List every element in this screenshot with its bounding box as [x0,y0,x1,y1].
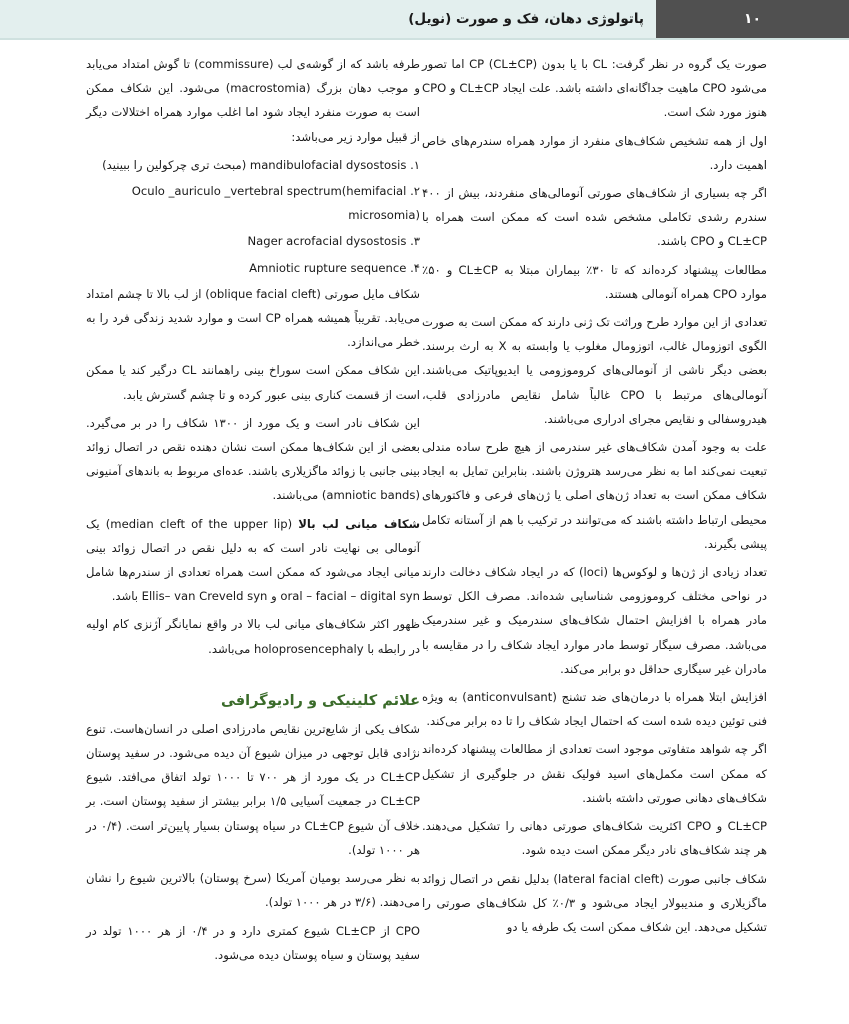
paragraph: شکاف مایل صورتی (oblique facial cleft) از لب بالا تا چشم امتداد می‌یابد. تقریباً همیشه همراه CP است و موارد شدید زندگی فرد را به خطر می‌اندازد. [86,286,420,350]
paragraph: افزایش ابتلا همراه با درمان‌های ضد تشنج (anticonvulsant) به ویژه فنی توئین دیده شده است که احتمال ایجاد شکاف را تا ده برابر می‌کند. [422,690,767,729]
paragraph: اگر چه شواهد متفاوتی موجود است تعدادی از مطالعات پیشنهاد کرده‌اند که ممکن است مکمل‌های اسید فولیک نقش در جلوگیری از تشکیل شکاف‌های دهانی صورتی داشته باشند. [422,742,767,805]
list-item: ۲. Oculo _auriculo _vertebral spectrum(hemifacial microsomia) [131,184,420,223]
list-item: ۳. Nager acrofacial dysostosis [247,234,420,249]
paragraph: شکاف یکی از شایع‌ترین نقایص مادرزادی اصلی در انسان‌هاست. تنوع نژادی قابل توجهی در میزان شیوع آن دیده می‌شود. در سفید پوستان CL±CP در یک مورد از هر ۷۰۰ تا ۱۰۰۰ تولد اتفاق می‌افتد. شیوع CL±CP در جمعیت آسیایی ۱/۵ برابر بیشتر از سفید پوستان است. بر خلاف آن شیوع CL±CP در سیاه پوستان بسیار پایین‌تر است. (۰/۴ در هر ۱۰۰۰ تولد). [86,721,421,857]
page-number: ۱۰ [743,11,761,27]
running-title: پاتولوژی دهان، فک و صورت (نویل) [408,11,644,27]
paragraph: تعداد زیادی از ژن‌ها و لوکوس‌ها (loci) که در ایجاد شکاف دخالت دارند در نواحی مختلف کروموزومی شناسایی شده‌اند. مصرف الکل توسط مادر همراه با افزایش احتمال شکاف‌های سندرمیک و غیر سندرمیک می‌باشد. مصرف سیگار توسط مادر موارد ایجاد شکاف را در مقایسه با مادران غیر سیگاری حداقل دو برابر می‌کند. [422,565,767,676]
paragraph: به نظر می‌رسد بومیان آمریکا (سرخ پوستان) بالاترین شیوع را نشان می‌دهند. (۳/۶ در هر ۱۰۰۰ تولد). [86,871,420,910]
section-heading: علائم کلینیکی و رادیوگرافی [221,692,420,709]
median-cleft-lead: شکاف میانی لب بالا [298,516,421,531]
paragraph: این شکاف نادر است و یک مورد از ۱۳۰۰ شکاف را در بر می‌گیرد. بعضی از این شکاف‌ها ممکن است نشان دهنده نقص در اتصال زوائد بینی جانبی با زوائد ماگزیلاری باشند. عده‌ای مربوط به باندهای آمنیونی (amniotic bands) می‌باشند. [86,415,420,503]
paragraph: تعدادی از این موارد طرح وراثت تک ژنی دارند که ممکن است به صورت الگوی اتوزومال غالب، اتوزومال مغلوب یا وابسته به X به ارث برسند. بعضی دیگر ناشی از آنومالی‌های کروموزومی یا ایدیوپاتیک می‌باشند. آنومالی‌های مرتبط با CPO غالباً شامل نقایص مادرزادی قلب، هیدروسفالی و نقایص مجرای ادراری می‌باشند. [422,315,767,426]
right-column [422,52,767,943]
section-body [86,717,420,967]
paragraph: شکاف جانبی صورت (lateral facial cleft) بدلیل نقص در اتصال زوائد ماگزیلاری و مندیبولار ایجاد می‌شود و ۰/۳٪ کل شکاف‌های صورتی را تشکیل می‌دهد. این شکاف ممکن است یک طرفه یا دو [422,871,768,934]
list-item: ۱. mandibulofacial dysostosis (مبحث تری چرکولین را ببینید) [102,157,420,172]
paragraph: این شکاف ممکن است سوراخ بینی راهمانند CL درگیر کند یا ممکن است از قسمت کناری بینی عبور کرده و تا چشم گسترش یابد. [86,363,420,402]
paragraph: CL±CP و CPO اکثریت شکاف‌های صورتی دهانی را تشکیل می‌دهند. هر چند شکاف‌های نادر دیگر ممکن است دیده شود. [422,819,767,858]
median-cleft-paragraph [86,512,420,609]
paragraph: اول از همه تشخیص شکاف‌های منفرد از موارد همراه سندرم‌های خاص اهمیت دارد. [422,133,767,172]
page-number-box [656,0,849,38]
left-column [86,52,420,971]
median-cleft-text: (median cleft of the upper lip) یک آنومالی بی نهایت نادر است که به دلیل نقص در اتصال زوائد بینی میانی ایجاد می‌شود که ممکن است همراه تعدادی از سندرم‌ها شامل oral – facial – digital syn و Ellis– van Creveld syn باشد. [86,516,420,604]
paragraph: علت به وجود آمدن شکاف‌های غیر سندرمی از هیچ طرح ساده مندلی تبعیت نمی‌کند اما به نظر می‌رسد هتروژن باشند. بنابراین تمایل به ایجاد شکاف ممکن است به تعداد ژن‌های اصلی یا ژن‌های فرعی و فاکتورهای محیطی ارتباط داشته باشند که می‌توانند در ترکیب با هم از آستانه تکامل پیشی بگیرند. [422,440,767,551]
paragraph: ظهور اکثر شکاف‌های میانی لب بالا در واقع نمایانگر آژنزی کام اولیه در رابطه با holoprosencephaly می‌باشد. [86,617,420,656]
header-band [0,0,849,40]
paragraph: مطالعات پیشنهاد کرده‌اند که تا ۳۰٪ بیماران مبتلا به CL±CP و ۵۰٪ موارد CPO همراه آنومالی هستند. [422,262,767,301]
paragraph: CPO از CL±CP شیوع کمتری دارد و در ۰/۴ از هر ۱۰۰۰ تولد در سفید پوستان و سیاه پوستان دیده می‌شود. [86,923,421,962]
intro-paragraph: طرفه باشد که از گوشه‌ی لب (commissure) تا گوش امتداد می‌یابد و موجب دهان بزرگ (macrostomia) می‌شود. این شکاف ممکن است به صورت منفرد ایجاد شود اما اغلب موارد همراه اختلالات دیگر از قبیل موارد زیر می‌باشد: [86,57,421,144]
list-item: ۴. Amniotic rupture sequence [249,260,420,275]
paragraph: اگر چه بسیاری از شکاف‌های صورتی آنومالی‌های منفردند، بیش از ۴۰۰ سندرم رشدی تکاملی مشخص شده است که ممکن است همراه با CL±CP و CPO باشند. [422,186,767,249]
paragraph: صورت یک گروه در نظر گرفت: CL با یا بدون CP (CL±CP) اما تصور می‌شود CPO ماهیت جداگانه‌ای داشته باشد. علت ایجاد CL±CP و CPO هنوز مورد شک است. [422,57,767,120]
